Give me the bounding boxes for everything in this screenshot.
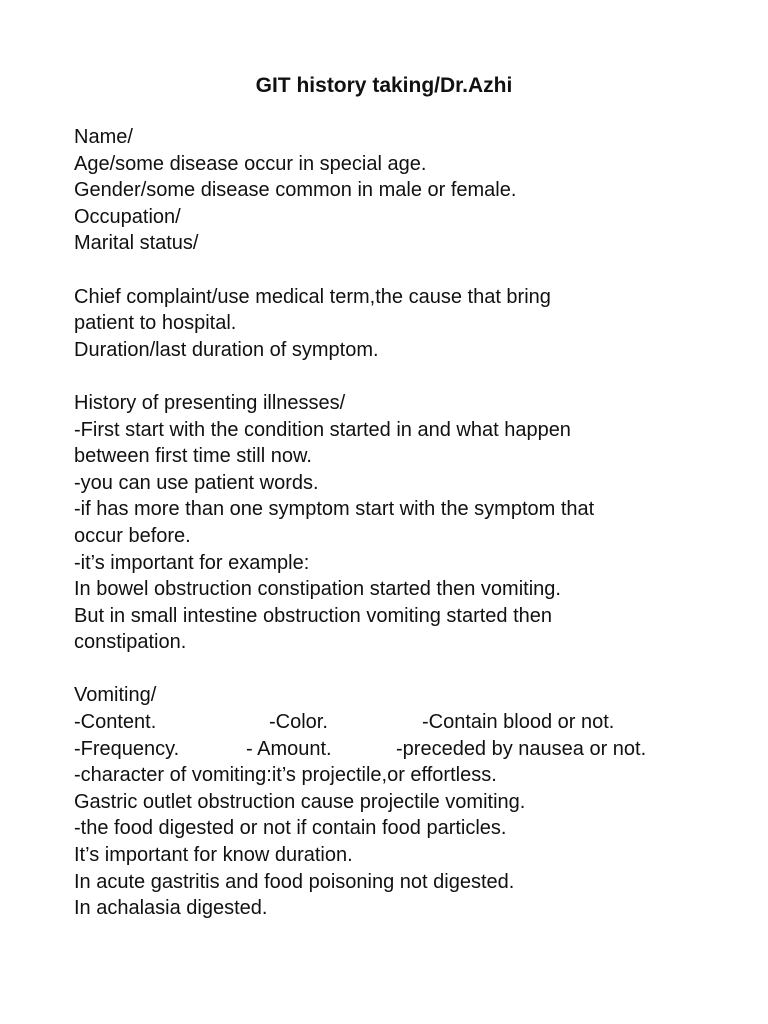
vomiting-attributes-row [74, 709, 714, 736]
patient-info-age: Age/some disease occur in special age. [74, 152, 427, 175]
vomiting-line: It’s important for know duration. [74, 844, 353, 867]
document-title: GIT history taking/Dr.Azhi [255, 74, 513, 97]
vomiting-attribute: -Frequency. [74, 737, 180, 760]
history-line: -it’s important for example: [74, 551, 310, 574]
history-line: -if has more than one symptom start with the symptom that [74, 498, 595, 521]
history-line: occur before. [74, 524, 191, 547]
blank-line [74, 363, 714, 390]
history-line: constipation. [74, 631, 187, 654]
vomiting-line: -the food digested or not if contain food particles. [74, 817, 507, 840]
vomiting-line: In achalasia digested. [74, 897, 268, 920]
patient-info-name: Name/ [74, 126, 133, 148]
vomiting-line: Gastric outlet obstruction cause projectile vomiting. [74, 790, 526, 813]
vomiting-heading: Vomiting/ [74, 684, 157, 707]
patient-info-gender: Gender/some disease common in male or female. [74, 179, 517, 202]
vomiting-attribute: - Amount. [246, 737, 332, 760]
document-body [74, 124, 714, 922]
duration-line: Duration/last duration of symptom. [74, 338, 379, 361]
vomiting-attributes-row [74, 736, 714, 763]
vomiting-attribute: -preceded by nausea or not. [396, 737, 647, 760]
patient-info-occupation: Occupation/ [74, 205, 181, 228]
patient-info-marital-status: Marital status/ [74, 232, 199, 255]
history-line: In bowel obstruction constipation started then vomiting. [74, 578, 561, 601]
chief-complaint-line: Chief complaint/use medical term,the cause that bring [74, 285, 551, 308]
vomiting-attribute: -Content. [74, 711, 157, 734]
vomiting-line: In acute gastritis and food poisoning not digested. [74, 870, 515, 893]
history-line: -you can use patient words. [74, 471, 319, 494]
blank-line [74, 656, 714, 683]
vomiting-line: -character of vomiting:it’s projectile,or effortless. [74, 764, 497, 787]
vomiting-attribute: -Color. [269, 711, 328, 734]
chief-complaint-line: patient to hospital. [74, 312, 237, 335]
vomiting-attribute: -Contain blood or not. [422, 711, 615, 734]
history-line: between first time still now. [74, 445, 312, 468]
history-heading: History of presenting illnesses/ [74, 391, 346, 414]
blank-line [74, 257, 714, 284]
history-line: -First start with the condition started in and what happen [74, 418, 571, 441]
history-line: But in small intestine obstruction vomiting started then [74, 604, 553, 627]
